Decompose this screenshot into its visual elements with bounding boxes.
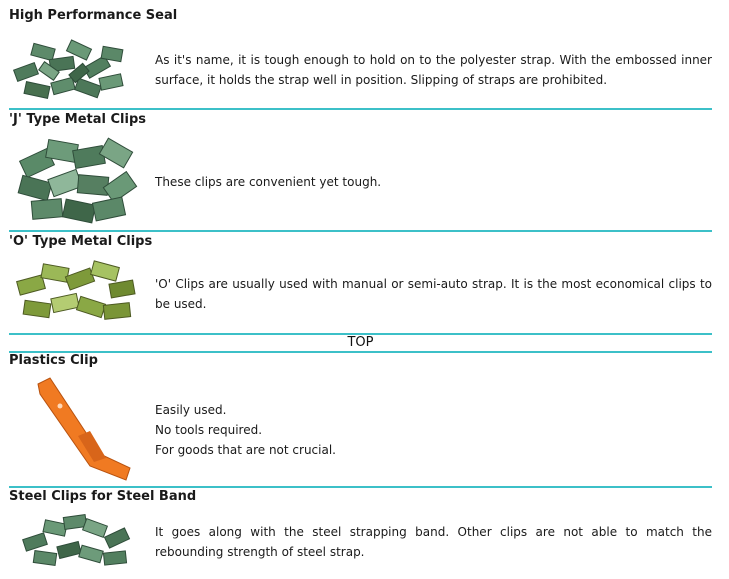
section-title-j-type-metal-clips: 'J' Type Metal Clips (9, 112, 146, 127)
top-link[interactable]: TOP (347, 335, 374, 350)
section-title-o-type-metal-clips: 'O' Type Metal Clips (9, 234, 153, 249)
section-description-high-performance-seal: As it's name, it is tough enough to hold on to the polyester strap. With the embossed inner surface, it holds the strap well in position. Slipping of straps are prohibited. (155, 53, 712, 87)
o-type-metal-clips-image (12, 258, 140, 330)
high-performance-seal-image (10, 36, 130, 106)
section-divider (9, 230, 712, 232)
plastics-clip-line-2: No tools required. (155, 423, 263, 437)
plastics-clip-image (30, 376, 140, 484)
j-type-metal-clips-image (12, 134, 142, 226)
section-title-high-performance-seal: High Performance Seal (9, 8, 178, 23)
section-description-j-type-metal-clips: These clips are convenient yet tough. (155, 175, 382, 189)
section-divider (9, 108, 712, 110)
plastics-clip-line-3: For goods that are not crucial. (155, 443, 336, 457)
section-divider (9, 351, 712, 353)
section-title-steel-clips-for-steel-band: Steel Clips for Steel Band (9, 489, 197, 504)
section-description-steel-clips-for-steel-band: It goes along with the steel strapping band. Other clips are not able to match the rebounding strength of steel strap. (155, 525, 712, 559)
section-description-plastics-clip (155, 400, 712, 460)
steel-clips-image (18, 512, 136, 572)
section-divider (9, 486, 712, 488)
section-description-o-type-metal-clips: 'O' Clips are usually used with manual or semi-auto strap. It is the most economical clips to be used. (155, 277, 712, 311)
section-title-plastics-clip: Plastics Clip (9, 353, 98, 368)
plastics-clip-line-1: Easily used. (155, 403, 227, 417)
